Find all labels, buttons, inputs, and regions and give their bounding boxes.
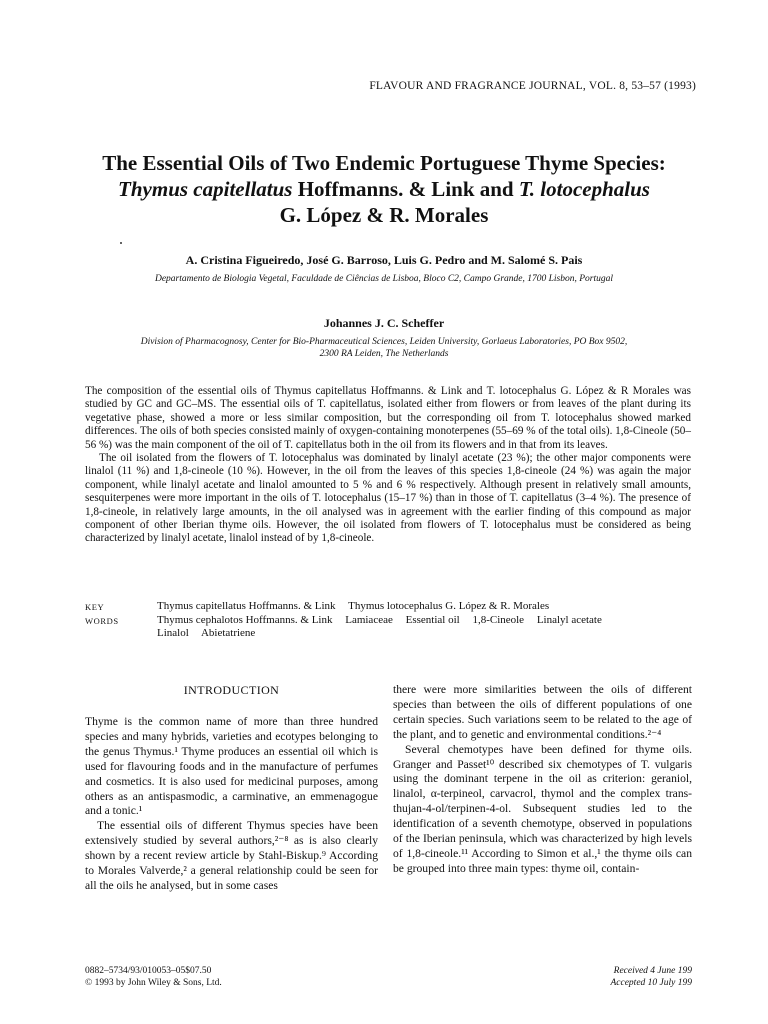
keyword-item: 1,8-Cineole (472, 613, 525, 626)
abstract (85, 385, 691, 546)
title-species-a: Thymus capitellatus (118, 177, 293, 201)
title-line-3: G. López & R. Morales (279, 203, 489, 227)
abstract-paragraph-1: The composition of the essential oils of Thymus capitellatus Hoffmanns. & Link and T. lotocephalus G. López & R Morales was studied by GC and GC–MS. The essential oils of T. capitellatus, isolated either from flowers or from leaves of the plant during its vegetative phase, showed a more or less similar composition, but the corresponding oil from T. lotocephalus showed marked differences. The oils of both species consisted mainly of oxygen-containing monoterpenes (55–69 % of the total oils). 1,8-Cineole (50–56 %) was the main component of the oil of T. capitellatus both in the oil from its flowers and in that from its leaves. (85, 385, 691, 451)
keyword-item: Linalyl acetate (536, 613, 602, 626)
title-line-1: The Essential Oils of Two Endemic Portuguese Thyme Species: (102, 151, 666, 175)
received-date: Received 4 June 199 (613, 966, 692, 976)
title-species-b: T. lotocephalus (518, 177, 650, 201)
copyright-line: © 1993 by John Wiley & Sons, Ltd. (85, 978, 222, 988)
stray-dot (120, 242, 122, 244)
affiliation-2-line-1: Division of Pharmacognosy, Center for Bio-Pharmaceutical Sciences, Leiden University, Gorlaeus Laboratories, PO Box 9502, (140, 337, 628, 347)
intro-paragraph-3: there were more similarities between the oils of different species than between the oils of different populations of one certain species. Such variations seem to be related to the age of the plant, and to genetic and environmental conditions.²⁻⁴ (393, 683, 692, 741)
intro-paragraph-4: Several chemotypes have been defined for thyme oils. Granger and Passet¹⁰ described six chemotypes of T. vulgaris using the dominant terpene in the oil as criterion: geraniol, linalol, α-terpineol, carvacrol, thymol and the complex trans-thujan-4-ol/terpinen-4-ol. Subsequent studies led to the identification of a seventh chemotype, observed in populations of the Iberian peninsula, which was characterized by high levels of 1,8-cineole.¹¹ According to Simon et al.,¹ the thyme oils can be grouped into three main types: thyme oil, contain- (393, 742, 692, 875)
keyword-item: Abietatriene (200, 627, 256, 639)
author-list-1: A. Cristina Figueiredo, José G. Barroso, Luis G. Pedro and M. Salomé S. Pais (185, 253, 583, 267)
journal-header: FLAVOUR AND FRAGRANCE JOURNAL, VOL. 8, 53–57 (1993) (369, 80, 696, 92)
section-heading-introduction: INTRODUCTION (183, 683, 280, 697)
author-list-2: Johannes J. C. Scheffer (323, 316, 445, 330)
abstract-paragraph-2: The oil isolated from the flowers of T. lotocephalus was dominated by linalyl acetate (23 %); the other major components were linalol (11 %) and 1,8-cineole (10 %). However, in the oil from the leaves of this species 1,8-cineole (24 %) was again the major component, while linalyl acetate and linalol amounted to 5 % and 6 % respectively. Although present in relatively small amounts, sesquiterpenes were more important in the oils of T. lotocephalus (15–17 %) than in those of T. capitellatus (3–4 %). The presence of 1,8-cineole, in relatively large amounts, in the oil analysed was in agreement with the earlier finding of this compound as major component of other Iberian thyme oils. However, the oil isolated from flowers of T. lotocephalus must be considered as being characterized by linalyl acetate, linalol instead of by 1,8-cineole. (85, 452, 691, 545)
paper-title (40, 150, 728, 228)
body-column-left (85, 715, 378, 894)
keyword-item: Essential oil (405, 613, 460, 626)
footer-left (85, 965, 222, 989)
body-column-right (393, 683, 692, 877)
keyword-item: Thymus lotocephalus G. López & R. Morales (348, 600, 550, 612)
keyword-item: Thymus capitellatus Hoffmanns. & Link (157, 600, 336, 612)
keywords-list (157, 600, 717, 641)
keyword-item: Lamiaceae (345, 613, 393, 626)
affiliation-2-line-2: 2300 RA Leiden, The Netherlands (319, 349, 449, 359)
intro-paragraph-2: The essential oils of different Thymus species have been extensively studied by several authors,²⁻⁸ as is also clearly shown by a recent review article by Stahl-Biskup.⁹ According to Morales Valverde,² a general relationship could be seen for all the oils he analysed, but in some cases (85, 819, 378, 892)
keywords-label: KEY WORDS (85, 602, 119, 626)
footer-right (610, 965, 692, 989)
article-code: 0882–5734/93/010053–05$07.50 (85, 966, 212, 976)
affiliation-1: Departamento de Biologia Vegetal, Faculdade de Ciências de Lisboa, Bloco C2, Campo Grande, 1700 Lisbon, Portugal (154, 274, 614, 284)
title-connector: Hoffmanns. & Link and (292, 177, 519, 201)
keywords-row-1 (157, 600, 717, 614)
keywords-row-3 (157, 627, 717, 641)
accepted-date: Accepted 10 July 199 (610, 978, 692, 988)
intro-paragraph-1: Thyme is the common name of more than three hundred species and many hybrids, varieties and ecotypes belonging to the genus Thymus.¹ Thyme produces an essential oil which is used for flavouring foods and in the manufacture of perfumes and cosmetics. It is also used for medicinal purposes, among others as an antispasmodic, a carminative, an emmenagogue and a tonic.¹ (85, 715, 378, 818)
title-line-2 (40, 176, 728, 202)
keyword-item: Thymus cephalotos Hoffmanns. & Link (157, 613, 333, 626)
keyword-item: Linalol (157, 627, 189, 639)
keywords-row-2 (157, 614, 717, 628)
